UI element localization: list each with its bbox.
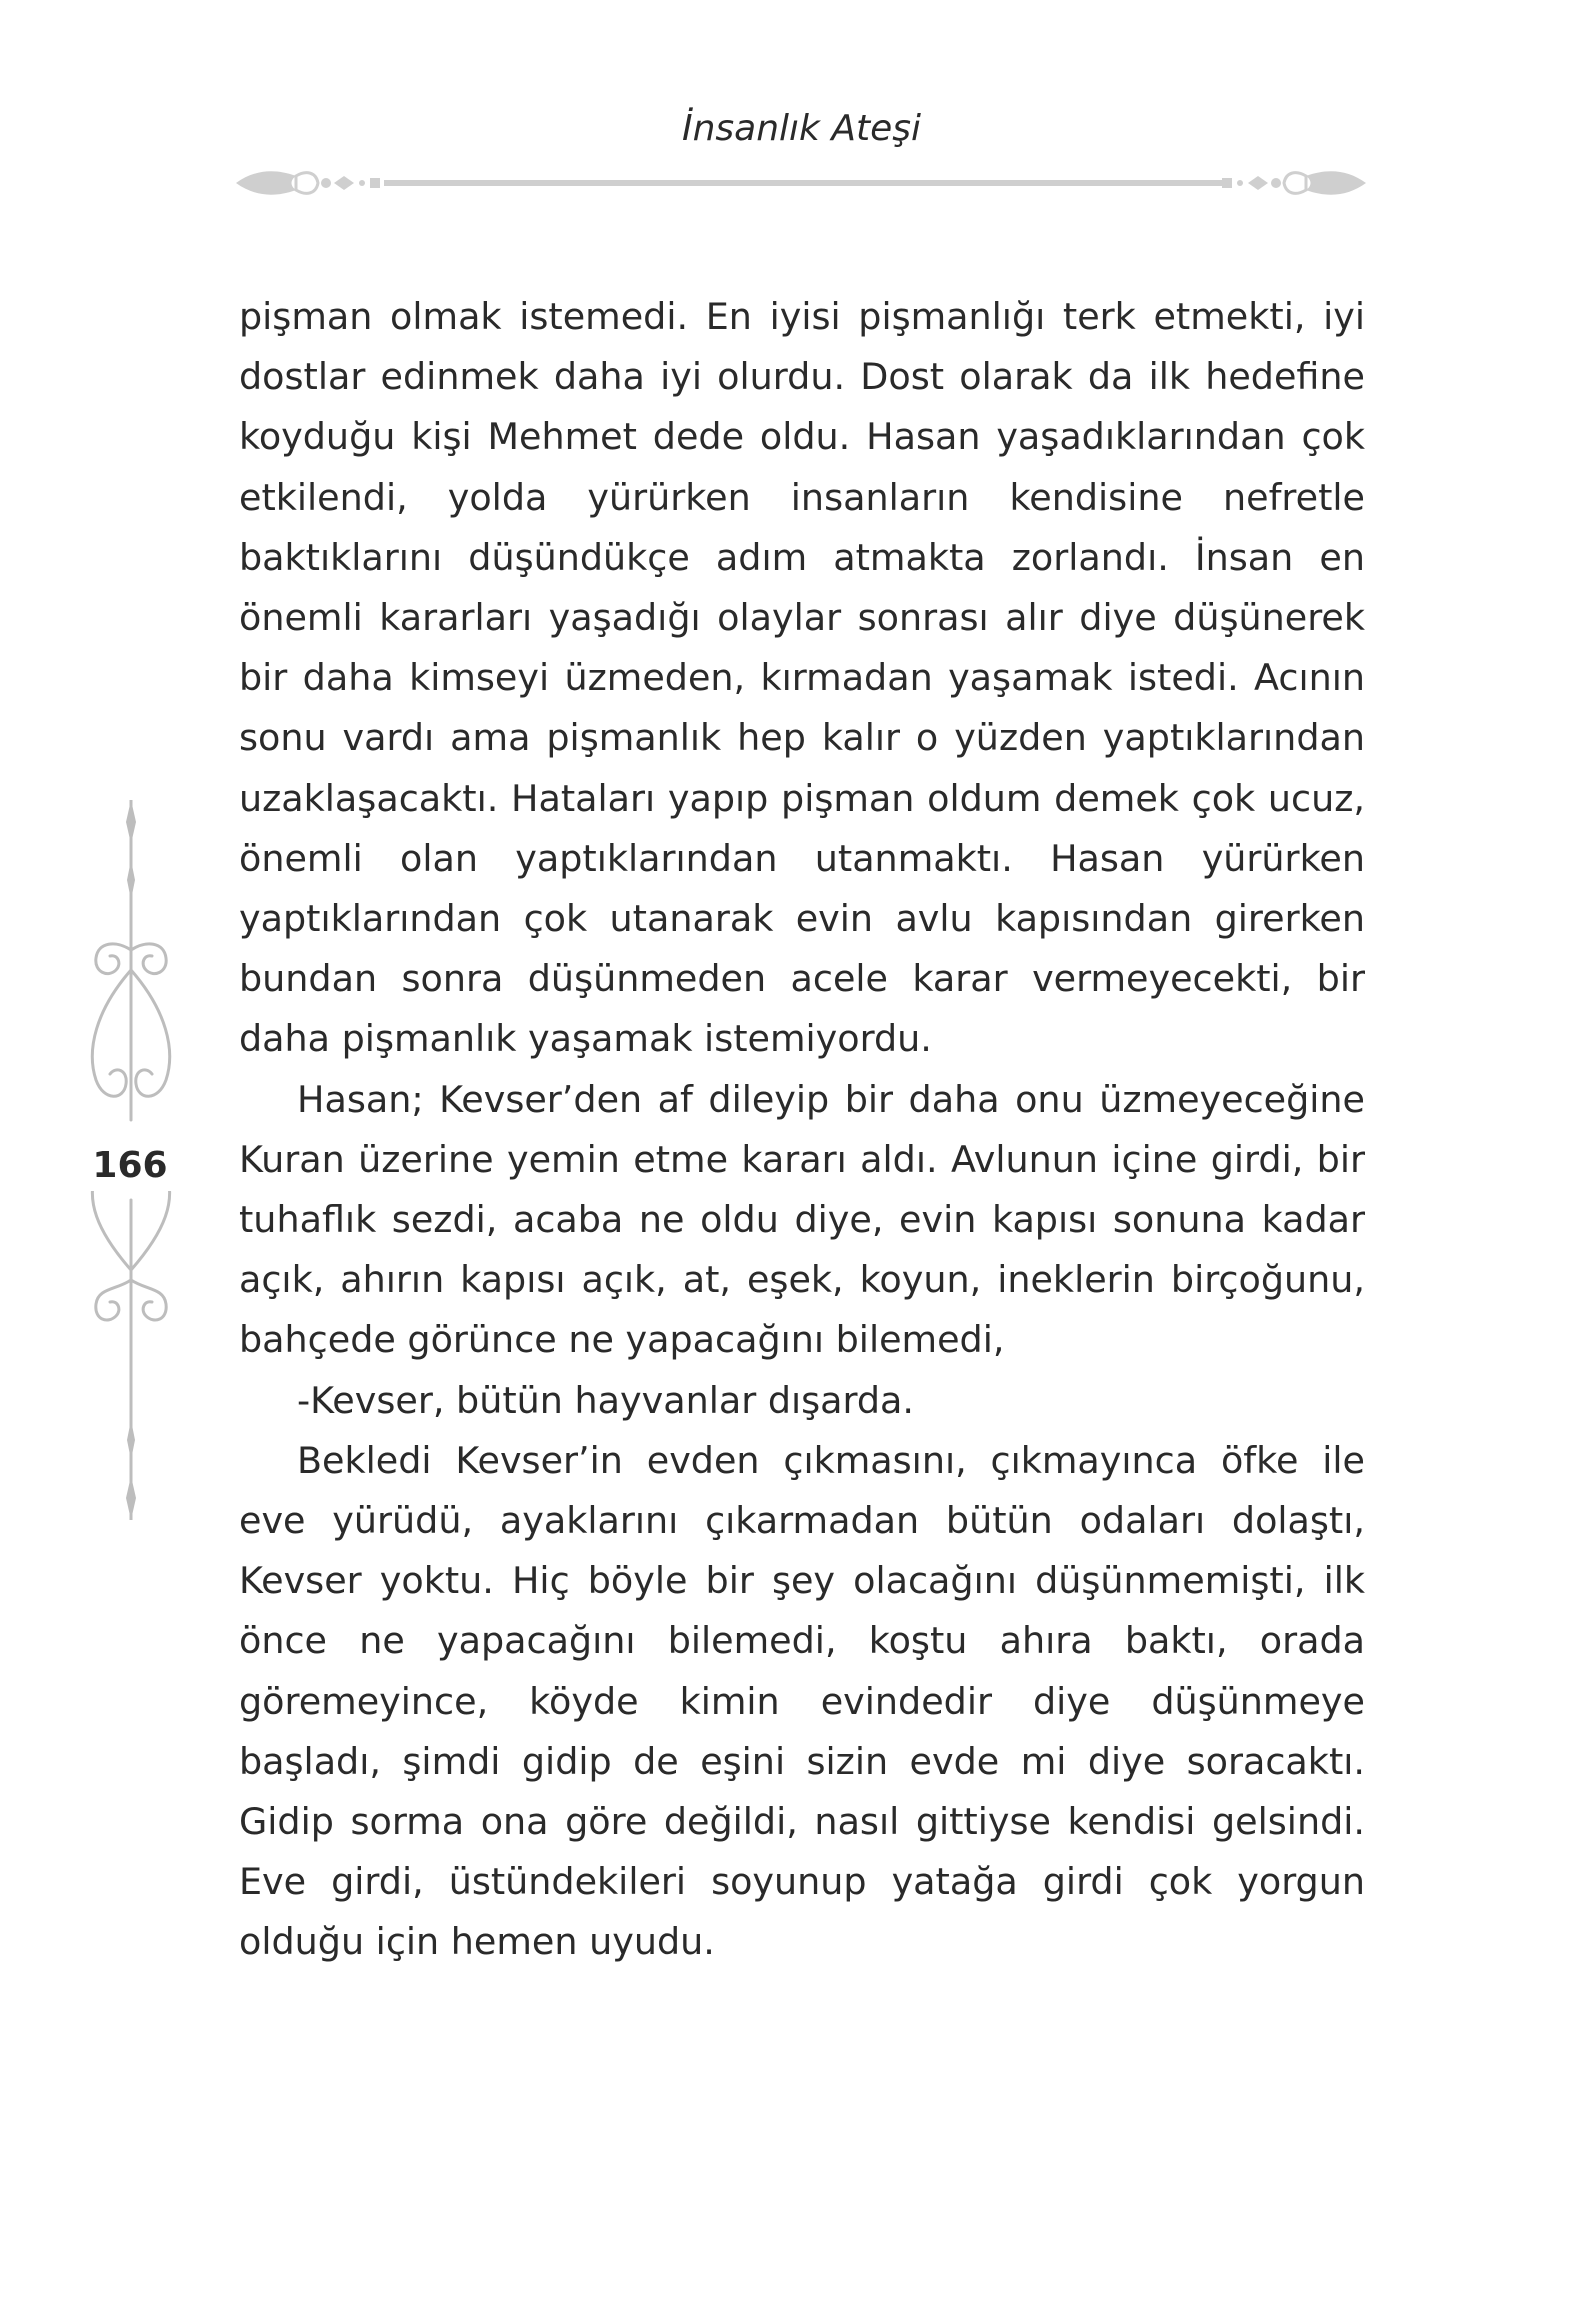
body-text — [239, 287, 1365, 1973]
page-number: 166 — [60, 1141, 200, 1191]
paragraph: Bekledi Kevser’in evden çıkmasını, çıkmayınca öfke ile eve yürüdü, ayaklarını çıkarmadan bütün odaları dolaştı, Kevser yoktu. Hiç böyle bir şey olacağını düşünmemişti, ilk önce ne yapacağını bilemedi, koştu ahıra baktı, orada göremeyince, köyde kimin evindedir diye düşünmeye başladı, şimdi gidip de eşini sizin evde mi diye soracaktı. Gidip sorma ona göre değildi, nasıl gittiyse kendisi gelsindi. Eve girdi, üstündekileri soyunup yatağa girdi çok yorgun olduğu için hemen uyudu. — [239, 1438, 1365, 1964]
paragraph: -Kevser, bütün hayvanlar dışarda. — [297, 1378, 915, 1422]
running-title: İnsanlık Ateşi — [681, 108, 921, 149]
header-ornament-rule — [234, 160, 1368, 206]
paragraph: pişman olmak istemedi. En iyisi pişmanlığı terk etmekti, iyi dostlar edinmek daha iyi olurdu. Dost olarak da ilk hedefine koyduğu kişi Mehmet dede oldu. Hasan yaşadıklarından çok etkilendi, yolda yürürken insanların kendisine nefretle baktıklarını düşündükçe adım atmakta zorlandı. İnsan en önemli kararları yaşadığı olaylar sonrası alır diye düşünerek bir daha kimseyi üzmeden, kırmadan yaşamak istedi. Acının sonu vardı ama pişmanlık hep kalır o yüzden yaptıklarından uzaklaşacaktı. Hataları yapıp pişman oldum demek çok ucuz, önemli olan yaptıklarından utanmaktı. Hasan yürürken yaptıklarından çok utanarak evin avlu kapısından girerken bundan sonra düşünmeden acele karar vermeyecekti, bir daha pişmanlık yaşamak istemiyordu. — [239, 295, 1365, 1061]
paragraph: Hasan; Kevser’den af dileyip bir daha onu üzmeyeceğine Kuran üzerine yemin etme kararı aldı. Avlunun içine girdi, bir tuhaflık sezdi, acaba ne oldu diye, evin kapısı sonuna kadar açık, ahırın kapısı açık, at, eşek, koyun, ineklerin birçoğunu, bahçede görünce ne yapacağını bilemedi, — [239, 1077, 1365, 1362]
